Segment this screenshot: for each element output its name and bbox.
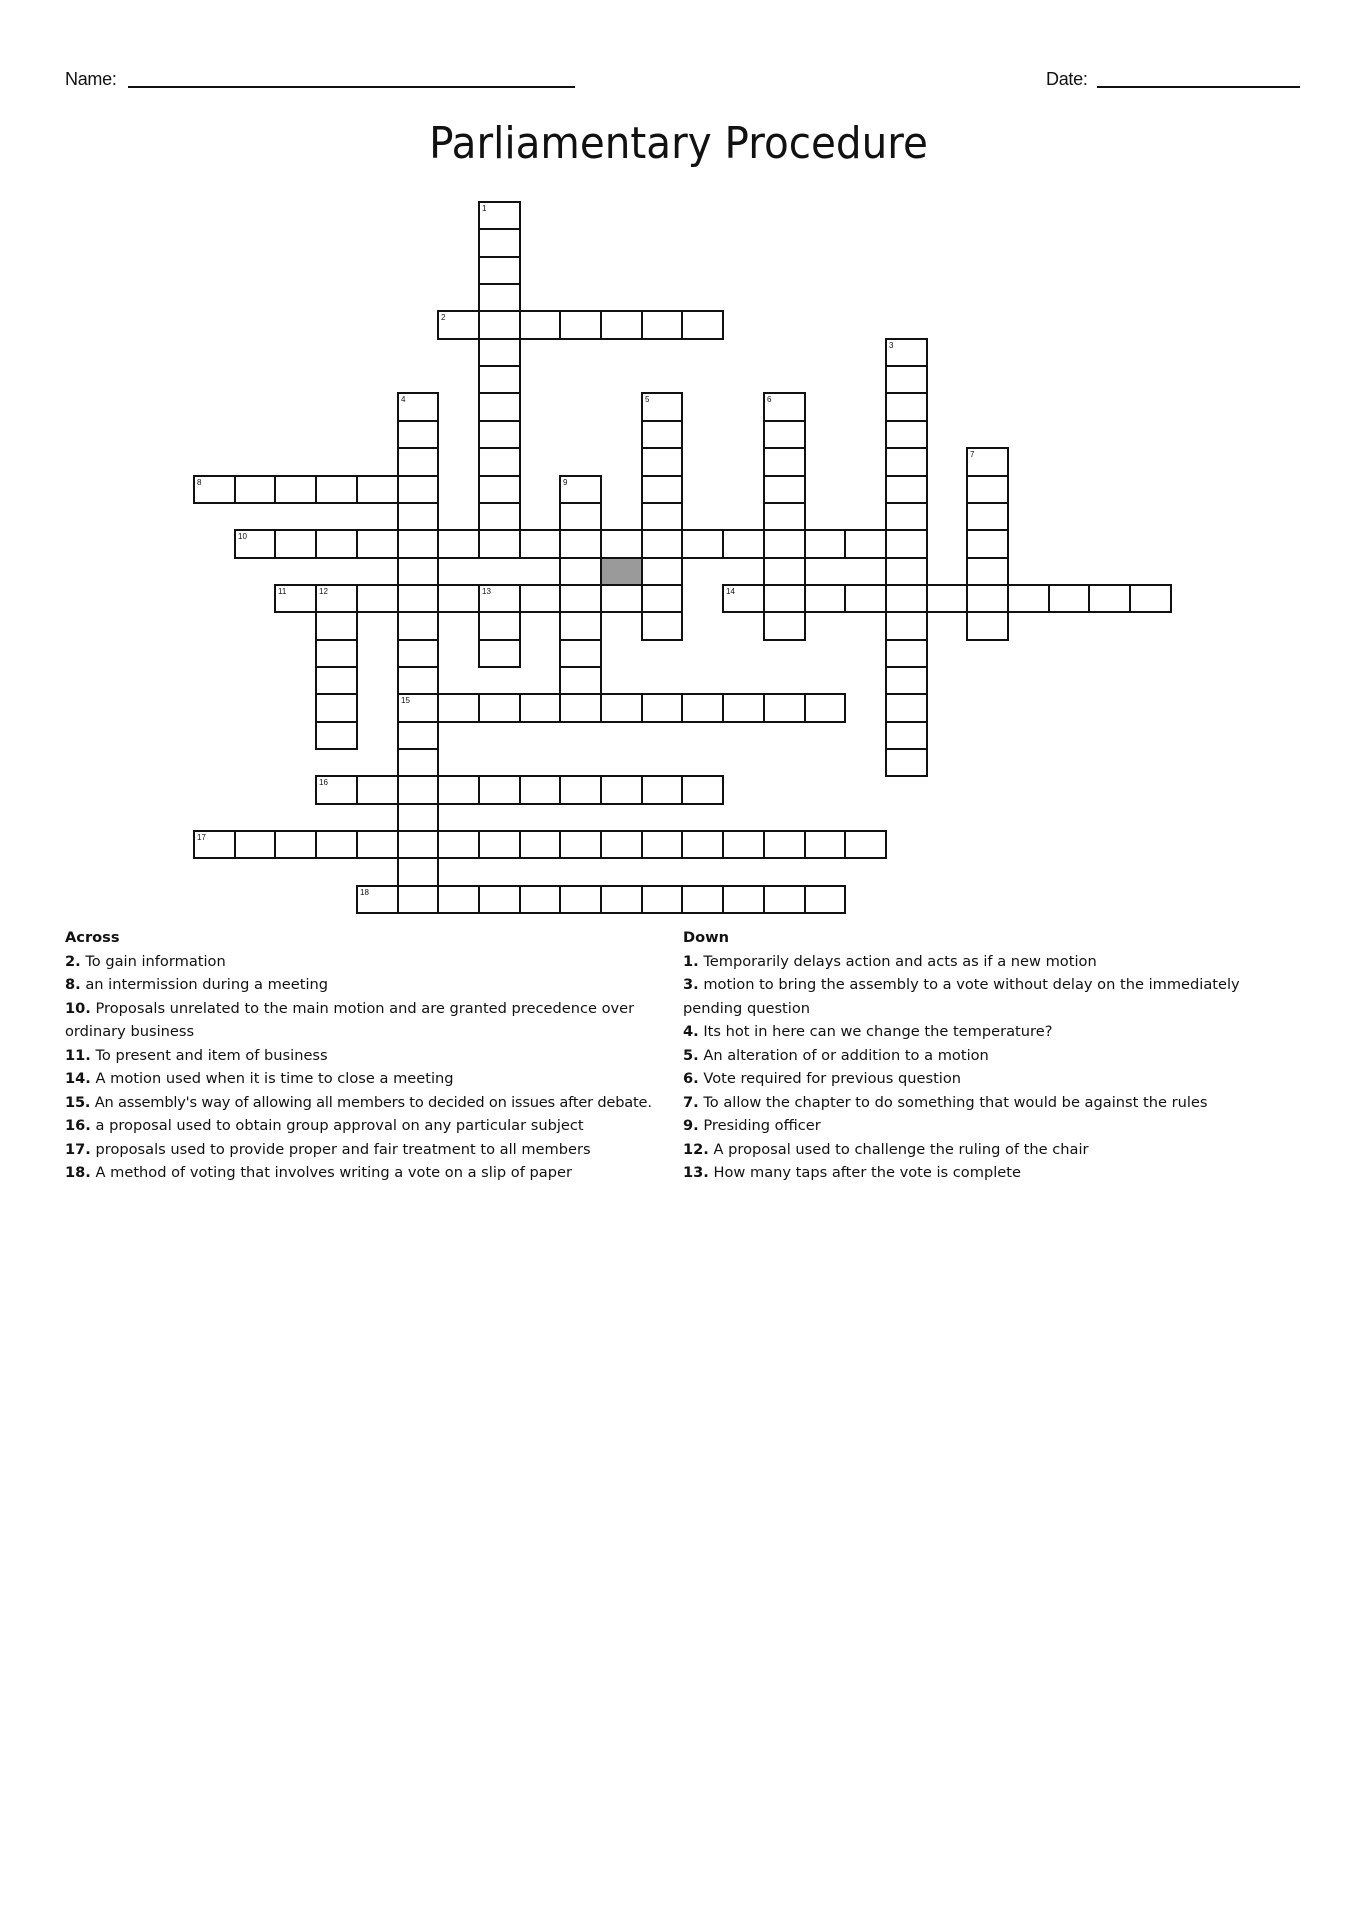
cell-number: 3 bbox=[889, 341, 894, 350]
clue-number: 7. bbox=[683, 1093, 699, 1111]
grid-cell[interactable] bbox=[804, 830, 846, 859]
clue-across-15 bbox=[65, 1091, 675, 1115]
grid-cell[interactable] bbox=[966, 475, 1009, 504]
grid-cell[interactable] bbox=[397, 775, 439, 805]
clue-text: Vote required for previous question bbox=[698, 1070, 962, 1087]
clue-number: 14. bbox=[65, 1070, 91, 1087]
grid-cell[interactable] bbox=[397, 666, 439, 695]
clue-text: Presiding officer bbox=[698, 1117, 821, 1134]
grid-cell[interactable] bbox=[1088, 584, 1131, 613]
grid-cell[interactable] bbox=[559, 475, 602, 504]
cell-number: 7 bbox=[970, 450, 975, 459]
grid-cell[interactable] bbox=[844, 529, 887, 559]
clue-text: a proposal used to obtain group approval on any particular subject bbox=[90, 1117, 584, 1134]
grid-cell[interactable] bbox=[478, 611, 521, 641]
grid-cell[interactable] bbox=[478, 420, 521, 449]
grid-cell[interactable] bbox=[722, 885, 765, 914]
grid-cell[interactable] bbox=[315, 584, 358, 613]
grid-cell[interactable] bbox=[274, 830, 317, 859]
grid-cell[interactable] bbox=[885, 338, 928, 367]
clue-text: An assembly's way of allowing all members to decided on issues after debate. bbox=[90, 1093, 652, 1111]
grid-cell[interactable] bbox=[315, 721, 358, 750]
grid-cell[interactable] bbox=[478, 830, 521, 859]
clue-number: 5. bbox=[683, 1046, 699, 1064]
grid-cell[interactable] bbox=[397, 420, 439, 449]
grid-cell[interactable] bbox=[763, 584, 806, 613]
clue-text: To allow the chapter to do something that would be against the rules bbox=[698, 1093, 1208, 1111]
grid-cell[interactable] bbox=[478, 201, 521, 230]
grid-cell[interactable] bbox=[641, 475, 683, 504]
grid-cell[interactable] bbox=[600, 885, 643, 914]
grid-cell[interactable] bbox=[397, 693, 439, 723]
clue-down-7 bbox=[683, 1091, 1283, 1115]
cell-number: 11 bbox=[278, 587, 287, 596]
grid-cell[interactable] bbox=[356, 529, 399, 559]
grid-cell[interactable] bbox=[315, 611, 358, 641]
grid-cell[interactable] bbox=[478, 475, 521, 504]
cell-number: 18 bbox=[360, 888, 369, 897]
grid-cell[interactable] bbox=[966, 584, 1009, 613]
grid-cell[interactable] bbox=[234, 529, 276, 559]
grid-cell[interactable] bbox=[722, 830, 765, 859]
grid-cell[interactable] bbox=[397, 885, 439, 914]
grid-cell[interactable] bbox=[681, 885, 724, 914]
grid-cell[interactable] bbox=[844, 830, 887, 859]
grid-cell[interactable] bbox=[559, 611, 602, 641]
grid-cell[interactable] bbox=[641, 310, 683, 340]
clue-text: To gain information bbox=[80, 952, 226, 970]
grid-cell[interactable] bbox=[356, 775, 399, 805]
clue-number: 18. bbox=[65, 1164, 91, 1181]
grid-cell[interactable] bbox=[885, 502, 928, 531]
cell-number: 13 bbox=[482, 587, 491, 596]
grid-cell[interactable] bbox=[274, 529, 317, 559]
clue-number: 16. bbox=[65, 1117, 91, 1134]
grid-cell[interactable] bbox=[804, 584, 846, 613]
clue-text: To present and item of business bbox=[90, 1046, 328, 1064]
cell-number: 17 bbox=[197, 833, 206, 842]
clue-down-3 bbox=[683, 973, 1283, 1020]
grid-cell[interactable] bbox=[763, 502, 806, 531]
clue-across-14 bbox=[65, 1067, 675, 1091]
grid-cell[interactable] bbox=[274, 475, 317, 504]
grid-cell[interactable] bbox=[397, 557, 439, 586]
cell-number: 1 bbox=[482, 204, 487, 213]
grid-cell[interactable] bbox=[885, 639, 928, 668]
clue-down-5 bbox=[683, 1044, 1283, 1068]
grid-cell[interactable] bbox=[478, 502, 521, 531]
grid-cell[interactable] bbox=[641, 557, 683, 586]
clue-text: Temporarily delays action and acts as if a new motion bbox=[698, 952, 1097, 970]
grid-cell[interactable] bbox=[641, 830, 683, 859]
grid-cell[interactable] bbox=[397, 748, 439, 777]
grid-cell[interactable] bbox=[478, 283, 521, 312]
grid-cell[interactable] bbox=[1007, 584, 1050, 613]
grid-cell[interactable] bbox=[885, 584, 928, 613]
clue-text: A motion used when it is time to close a meeting bbox=[90, 1070, 454, 1087]
cell-number: 8 bbox=[197, 478, 202, 487]
grid-cell[interactable] bbox=[804, 693, 846, 723]
grid-cell[interactable] bbox=[315, 475, 358, 504]
clue-number: 17. bbox=[65, 1140, 91, 1158]
grid-cell[interactable] bbox=[478, 639, 521, 668]
clue-text: A method of voting that involves writing a vote on a slip of paper bbox=[90, 1164, 572, 1181]
grid-cell[interactable] bbox=[641, 693, 683, 723]
grid-cell[interactable] bbox=[356, 584, 399, 613]
cell-number: 14 bbox=[726, 587, 735, 596]
grid-cell[interactable] bbox=[519, 775, 561, 805]
clue-text: Proposals unrelated to the main motion and are granted precedence over ordinary business bbox=[65, 999, 635, 1040]
grid-cell[interactable] bbox=[926, 584, 968, 613]
clue-number: 4. bbox=[683, 1023, 699, 1040]
grid-cell[interactable] bbox=[885, 666, 928, 695]
clue-text: motion to bring the assembly to a vote without delay on the immediately pending question bbox=[683, 976, 1240, 1017]
grid-cell[interactable] bbox=[763, 420, 806, 449]
grid-cell[interactable] bbox=[519, 693, 561, 723]
cell-number: 2 bbox=[441, 313, 446, 322]
grid-cell[interactable] bbox=[641, 885, 683, 914]
grid-cell[interactable] bbox=[397, 721, 439, 750]
clue-down-6 bbox=[683, 1067, 1283, 1091]
clue-number: 8. bbox=[65, 976, 81, 993]
clue-across-17 bbox=[65, 1138, 675, 1162]
cell-number: 12 bbox=[319, 587, 328, 596]
grid-cell[interactable] bbox=[681, 830, 724, 859]
grid-cell[interactable] bbox=[885, 420, 928, 449]
grid-cell[interactable] bbox=[234, 830, 276, 859]
grid-cell[interactable] bbox=[885, 392, 928, 422]
clue-number: 3. bbox=[683, 976, 699, 993]
clue-number: 13. bbox=[683, 1164, 709, 1181]
grid-cell[interactable] bbox=[397, 475, 439, 504]
grid-cell[interactable] bbox=[478, 392, 521, 422]
clue-down-12 bbox=[683, 1138, 1283, 1162]
grid-cell[interactable] bbox=[559, 557, 602, 586]
grid-cell[interactable] bbox=[1129, 584, 1172, 613]
grid-cell[interactable] bbox=[478, 338, 521, 367]
grid-cell[interactable] bbox=[966, 557, 1009, 586]
grid-cell[interactable] bbox=[885, 475, 928, 504]
grid-cell[interactable] bbox=[763, 475, 806, 504]
grid-cell[interactable] bbox=[763, 885, 806, 914]
cell-number: 10 bbox=[238, 532, 247, 541]
clue-number: 12. bbox=[683, 1140, 709, 1158]
grid-cell[interactable] bbox=[478, 310, 521, 340]
grid-cell[interactable] bbox=[885, 693, 928, 723]
grid-cell[interactable] bbox=[478, 228, 521, 258]
grid-cell[interactable] bbox=[559, 502, 602, 531]
clue-text: How many taps after the vote is complete bbox=[708, 1164, 1021, 1181]
grid-cell[interactable] bbox=[397, 857, 439, 887]
clue-down-9 bbox=[683, 1114, 1283, 1138]
grid-cell[interactable] bbox=[763, 830, 806, 859]
grid-cell[interactable] bbox=[356, 475, 399, 504]
grid-cell[interactable] bbox=[763, 557, 806, 586]
grid-cell[interactable] bbox=[885, 748, 928, 777]
grid-cell[interactable] bbox=[274, 584, 317, 613]
down-heading: Down bbox=[683, 929, 730, 946]
grid-cell[interactable] bbox=[315, 529, 358, 559]
grid-cell[interactable] bbox=[966, 502, 1009, 531]
grid-cell[interactable] bbox=[641, 447, 683, 477]
grid-cell[interactable] bbox=[966, 447, 1009, 477]
grid-cell[interactable] bbox=[763, 392, 806, 422]
grid-cell[interactable] bbox=[641, 420, 683, 449]
clue-down-4 bbox=[683, 1020, 1283, 1044]
grid-cell[interactable] bbox=[559, 529, 602, 559]
shaded-cell bbox=[600, 557, 643, 586]
clue-number: 11. bbox=[65, 1046, 91, 1064]
grid-cell[interactable] bbox=[437, 885, 480, 914]
grid-cell[interactable] bbox=[397, 611, 439, 641]
grid-cell[interactable] bbox=[722, 693, 765, 723]
grid-cell[interactable] bbox=[641, 775, 683, 805]
grid-cell[interactable] bbox=[885, 557, 928, 586]
clue-number: 2. bbox=[65, 952, 81, 970]
grid-cell[interactable] bbox=[681, 310, 724, 340]
clue-number: 9. bbox=[683, 1117, 699, 1134]
clue-number: 1. bbox=[683, 952, 699, 970]
grid-cell[interactable] bbox=[641, 392, 683, 422]
grid-cell[interactable] bbox=[681, 693, 724, 723]
name-label: Name: bbox=[65, 69, 117, 89]
grid-cell[interactable] bbox=[1048, 584, 1090, 613]
grid-cell[interactable] bbox=[641, 529, 683, 559]
clue-down-13 bbox=[683, 1161, 1283, 1185]
grid-cell[interactable] bbox=[397, 392, 439, 422]
clue-text: an intermission during a meeting bbox=[80, 976, 329, 993]
date-label: Date: bbox=[1046, 69, 1088, 89]
grid-cell[interactable] bbox=[885, 721, 928, 750]
page-title: Parliamentary Procedure bbox=[429, 118, 928, 169]
grid-cell[interactable] bbox=[315, 830, 358, 859]
cell-number: 16 bbox=[319, 778, 328, 787]
clue-across-2 bbox=[65, 950, 675, 974]
grid-cell[interactable] bbox=[681, 775, 724, 805]
cell-number: 9 bbox=[563, 478, 568, 487]
grid-cell[interactable] bbox=[885, 447, 928, 477]
grid-cell[interactable] bbox=[844, 584, 887, 613]
clue-text: A proposal used to challenge the ruling of the chair bbox=[708, 1140, 1089, 1158]
clue-across-8 bbox=[65, 973, 675, 997]
grid-cell[interactable] bbox=[600, 775, 643, 805]
grid-cell[interactable] bbox=[437, 529, 480, 559]
grid-cell[interactable] bbox=[478, 775, 521, 805]
across-clues bbox=[65, 926, 675, 1185]
grid-cell[interactable] bbox=[397, 803, 439, 832]
grid-cell[interactable] bbox=[356, 830, 399, 859]
grid-cell[interactable] bbox=[193, 830, 236, 859]
cell-number: 6 bbox=[767, 395, 772, 404]
grid-cell[interactable] bbox=[559, 666, 602, 695]
grid-cell[interactable] bbox=[966, 529, 1009, 559]
down-clues bbox=[683, 926, 1283, 1185]
grid-cell[interactable] bbox=[600, 529, 643, 559]
grid-cell[interactable] bbox=[437, 310, 480, 340]
grid-cell[interactable] bbox=[559, 310, 602, 340]
clue-across-16 bbox=[65, 1114, 675, 1138]
grid-cell[interactable] bbox=[397, 447, 439, 477]
grid-cell[interactable] bbox=[763, 447, 806, 477]
grid-cell[interactable] bbox=[437, 584, 480, 613]
grid-cell[interactable] bbox=[600, 310, 643, 340]
grid-cell[interactable] bbox=[763, 693, 806, 723]
grid-cell[interactable] bbox=[966, 611, 1009, 641]
grid-cell[interactable] bbox=[559, 885, 602, 914]
grid-cell[interactable] bbox=[397, 584, 439, 613]
grid-cell[interactable] bbox=[315, 693, 358, 723]
grid-cell[interactable] bbox=[397, 502, 439, 531]
grid-cell[interactable] bbox=[315, 639, 358, 668]
grid-cell[interactable] bbox=[519, 584, 561, 613]
grid-cell[interactable] bbox=[315, 775, 358, 805]
grid-cell[interactable] bbox=[397, 639, 439, 668]
cell-number: 4 bbox=[401, 395, 406, 404]
grid-cell[interactable] bbox=[763, 611, 806, 641]
cell-number: 5 bbox=[645, 395, 650, 404]
grid-cell[interactable] bbox=[519, 885, 561, 914]
grid-cell[interactable] bbox=[600, 693, 643, 723]
clue-across-18 bbox=[65, 1161, 675, 1185]
grid-cell[interactable] bbox=[641, 611, 683, 641]
grid-cell[interactable] bbox=[519, 310, 561, 340]
grid-cell[interactable] bbox=[763, 529, 806, 559]
grid-cell[interactable] bbox=[437, 693, 480, 723]
cell-number: 15 bbox=[401, 696, 410, 705]
grid-cell[interactable] bbox=[681, 529, 724, 559]
grid-cell[interactable] bbox=[559, 693, 602, 723]
grid-cell[interactable] bbox=[559, 584, 602, 613]
grid-cell[interactable] bbox=[559, 830, 602, 859]
clue-number: 15. bbox=[65, 1093, 91, 1111]
grid-cell[interactable] bbox=[437, 775, 480, 805]
clue-text: proposals used to provide proper and fair treatment to all members bbox=[90, 1140, 591, 1158]
clue-text: Its hot in here can we change the temperature? bbox=[698, 1023, 1053, 1040]
grid-cell[interactable] bbox=[600, 830, 643, 859]
grid-cell[interactable] bbox=[804, 529, 846, 559]
grid-cell[interactable] bbox=[641, 502, 683, 531]
grid-cell[interactable] bbox=[885, 529, 928, 559]
grid-cell[interactable] bbox=[478, 693, 521, 723]
grid-cell[interactable] bbox=[641, 584, 683, 613]
grid-cell[interactable] bbox=[559, 639, 602, 668]
clue-number: 10. bbox=[65, 999, 91, 1017]
grid-cell[interactable] bbox=[722, 529, 765, 559]
grid-cell[interactable] bbox=[478, 529, 521, 559]
clue-text: An alteration of or addition to a motion bbox=[698, 1046, 989, 1064]
clue-across-10 bbox=[65, 997, 675, 1044]
grid-cell[interactable] bbox=[478, 584, 521, 613]
grid-cell[interactable] bbox=[397, 529, 439, 559]
grid-cell[interactable] bbox=[478, 365, 521, 394]
grid-cell[interactable] bbox=[478, 256, 521, 285]
grid-cell[interactable] bbox=[722, 584, 765, 613]
grid-cell[interactable] bbox=[356, 885, 399, 914]
grid-cell[interactable] bbox=[315, 666, 358, 695]
grid-cell[interactable] bbox=[559, 775, 602, 805]
grid-cell[interactable] bbox=[437, 830, 480, 859]
clue-across-11 bbox=[65, 1044, 675, 1068]
grid-cell[interactable] bbox=[519, 830, 561, 859]
grid-cell[interactable] bbox=[478, 885, 521, 914]
grid-cell[interactable] bbox=[193, 475, 236, 504]
grid-cell[interactable] bbox=[397, 830, 439, 859]
grid-cell[interactable] bbox=[804, 885, 846, 914]
grid-cell[interactable] bbox=[885, 611, 928, 641]
grid-cell[interactable] bbox=[519, 529, 561, 559]
clue-down-1 bbox=[683, 950, 1283, 974]
grid-cell[interactable] bbox=[478, 447, 521, 477]
grid-cell[interactable] bbox=[234, 475, 276, 504]
across-heading: Across bbox=[65, 929, 120, 946]
clue-number: 6. bbox=[683, 1070, 699, 1087]
grid-cell[interactable] bbox=[600, 584, 643, 613]
grid-cell[interactable] bbox=[885, 365, 928, 394]
